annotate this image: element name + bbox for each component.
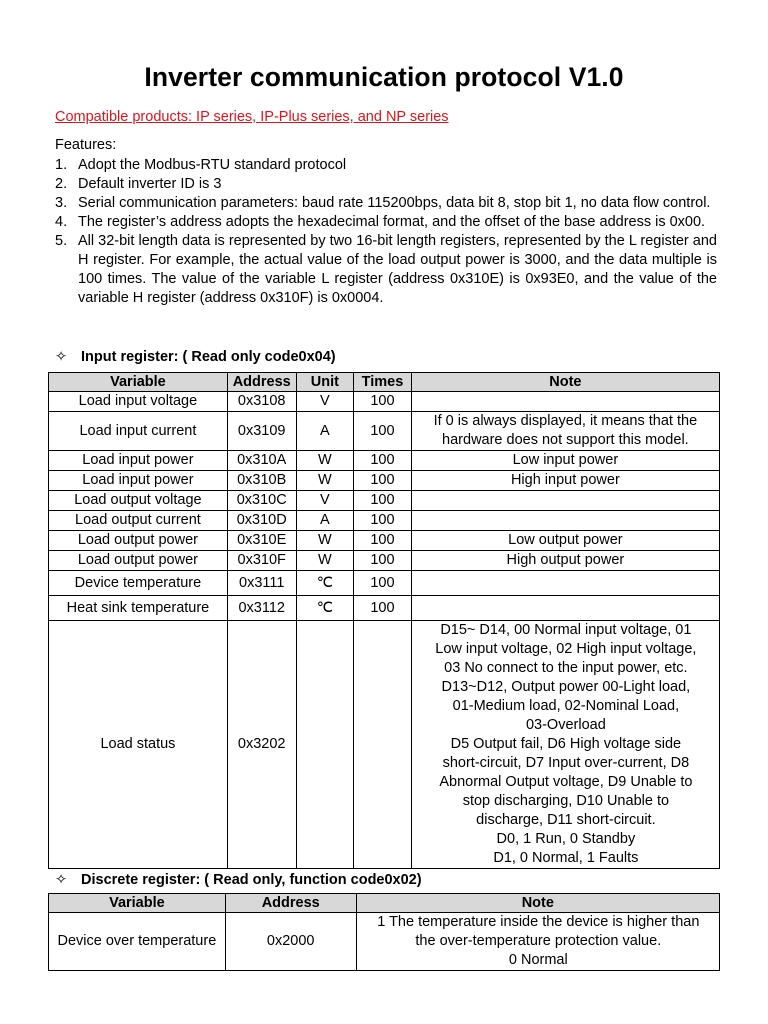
list-number: 2. [55,176,68,192]
note-line: 03 No connect to the input power, etc. [444,660,688,676]
table-row [49,471,720,491]
list-item [55,194,717,213]
cell-times: 100 [354,471,412,491]
list-number: 1. [55,157,68,173]
list-item [55,175,717,194]
cell-times: 100 [354,571,412,596]
list-text: Default inverter ID is 3 [78,176,222,192]
cell-variable: Load input power [49,471,228,491]
note-line: 03-Overload [525,717,606,733]
table-row [49,392,720,412]
cell-note [411,511,719,531]
cell-note [411,596,719,621]
cell-address: 0x3202 [227,621,296,869]
cell-note [356,913,719,971]
note-line: 0 Normal [508,952,568,968]
note-line: stop discharging, D10 Unable to [462,793,670,809]
list-number: 3. [55,195,68,211]
cell-address: 0x310E [227,531,296,551]
cell-times: 100 [354,392,412,412]
cell-variable: Load input voltage [49,392,228,412]
list-number: 5. [55,233,68,249]
note-line: D1, 0 Normal, 1 Faults [493,850,639,866]
table-row [49,451,720,471]
cell-unit: W [296,551,354,571]
table-row [49,511,720,531]
list-text: Serial communication parameters: baud rate 115200bps, data bit 8, stop bit 1, no data flow control. [78,195,711,211]
note-line: short-circuit, D7 Input over-current, D8 [442,755,690,771]
input-register-heading [55,349,336,365]
table-row-load-status [49,621,720,869]
cell-unit: W [296,471,354,491]
col-header-unit: Unit [296,373,354,392]
note-line: the over-temperature protection value. [415,933,662,949]
note-line: discharge, D11 short-circuit. [476,812,656,828]
discrete-register-heading [55,872,422,888]
discrete-register-table [48,893,720,971]
page-title: Inverter communication protocol V1.0 [144,62,624,92]
cell-note: Low output power [411,531,719,551]
cell-times: 100 [354,596,412,621]
cell-unit: A [296,511,354,531]
cell-variable: Heat sink temperature [49,596,228,621]
discrete-register-heading-text: Discrete register: ( Read only, function code0x02) [81,872,422,888]
table-row [49,412,720,451]
cell-variable: Load output power [49,531,228,551]
cell-address: 0x310D [227,511,296,531]
cell-variable: Device temperature [49,571,228,596]
list-number: 4. [55,214,68,230]
cell-times [354,621,412,869]
cell-times: 100 [354,451,412,471]
table-row [49,913,720,971]
cell-unit: ℃ [296,571,354,596]
cell-note [411,392,719,412]
cell-address: 0x310B [227,471,296,491]
cell-variable: Load input current [49,412,228,451]
cell-unit: ℃ [296,596,354,621]
cell-unit: A [296,412,354,451]
cell-address: 0x310F [227,551,296,571]
table-header-row [49,894,720,913]
cell-unit [296,621,354,869]
cell-variable: Load status [49,621,228,869]
cell-unit: W [296,451,354,471]
note-line: D13~D12, Output power 00-Light load, [441,679,691,695]
cell-unit: W [296,531,354,551]
note-line: D0, 1 Run, 0 Standby [496,831,636,847]
note-line: D15~ D14, 00 Normal input voltage, 01 [440,622,692,638]
cell-note [411,491,719,511]
cell-variable: Device over temperature [49,913,226,971]
cell-address: 0x310C [227,491,296,511]
cell-variable: Load output current [49,511,228,531]
input-register-table [48,372,720,869]
compatible-products: Compatible products: IP series, IP-Plus series, and NP series [55,109,449,125]
cell-times: 100 [354,531,412,551]
col-header-note: Note [411,373,719,392]
col-header-variable: Variable [49,373,228,392]
table-row [49,531,720,551]
cell-times: 100 [354,551,412,571]
cell-note [411,621,719,869]
list-item [55,232,717,308]
cell-times: 100 [354,412,412,451]
cell-times: 100 [354,511,412,531]
note-line: 1 The temperature inside the device is higher than [377,914,700,930]
cell-note: High input power [411,471,719,491]
diamond-bullet-icon: ✧ [55,872,68,888]
list-text: Adopt the Modbus-RTU standard protocol [78,157,347,173]
features-list [55,156,717,308]
cell-variable: Load output voltage [49,491,228,511]
table-row [49,571,720,596]
cell-address: 0x3111 [227,571,296,596]
input-register-heading-text: Input register: ( Read only code0x04) [81,349,336,365]
cell-unit: V [296,491,354,511]
col-header-address: Address [227,373,296,392]
cell-note [411,571,719,596]
cell-address: 0x310A [227,451,296,471]
col-header-address: Address [225,894,356,913]
diamond-bullet-icon: ✧ [55,349,68,365]
col-header-note: Note [356,894,719,913]
table-header-row [49,373,720,392]
list-item [55,156,717,175]
table-row [49,491,720,511]
cell-note: High output power [411,551,719,571]
cell-unit: V [296,392,354,412]
cell-address: 0x3112 [227,596,296,621]
table-row [49,596,720,621]
note-line: 01-Medium load, 02-Nominal Load, [452,698,680,714]
list-text: The register’s address adopts the hexadecimal format, and the offset of the base address is 0x00. [78,214,706,230]
cell-address: 0x3108 [227,392,296,412]
cell-times: 100 [354,491,412,511]
cell-note: If 0 is always displayed, it means that the hardware does not support this model. [411,412,719,451]
list-text: All 32-bit length data is represented by two 16-bit length registers, represented by the L register and H register. For example, the actual value of the load output power is 3000, and the data multiple is 100 times. The value of the variable L register (address 0x310E) is 0x93E0, and the value of the variable H register (address 0x310F) is 0x0004. [78,233,717,306]
note-line: Low input voltage, 02 High input voltage, [435,641,697,657]
cell-variable: Load input power [49,451,228,471]
col-header-variable: Variable [49,894,226,913]
note-line: Abnormal Output voltage, D9 Unable to [439,774,693,790]
cell-address: 0x2000 [225,913,356,971]
table-row [49,551,720,571]
cell-variable: Load output power [49,551,228,571]
cell-note: Low input power [411,451,719,471]
note-line: D5 Output fail, D6 High voltage side [450,736,682,752]
list-item [55,213,717,232]
col-header-times: Times [354,373,412,392]
features-title: Features: [55,137,117,153]
cell-address: 0x3109 [227,412,296,451]
